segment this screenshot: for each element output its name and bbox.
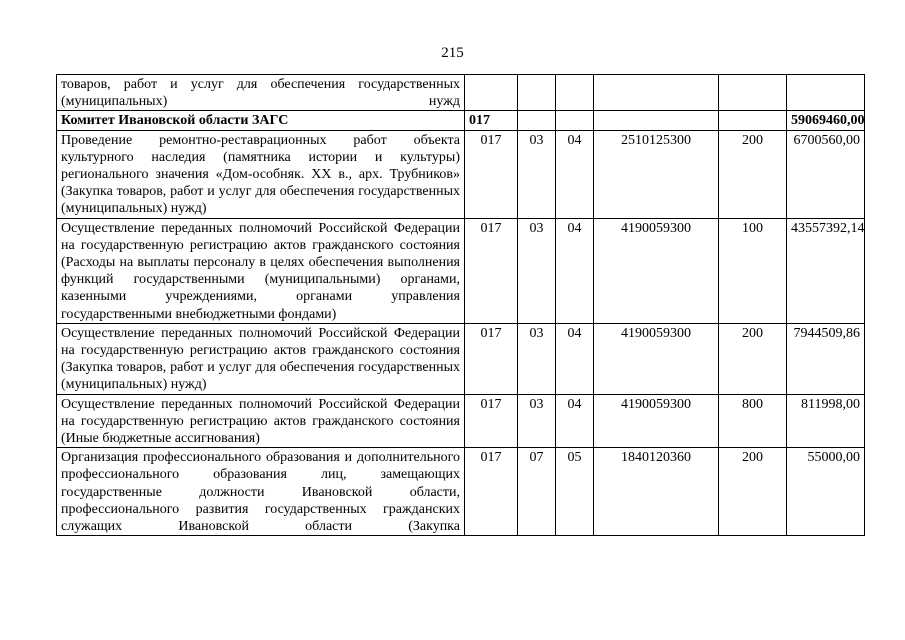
row-description: Осуществление переданных полномочий Российской Федерации на государственную регистрацию актов гражданского состояния (Расходы на выплаты персоналу в целях обеспечения выполнения функций государственными (муниципальными) органами, казенными учреждениями, органами управления государственными внебюджетными фондами) [57,218,465,323]
row-expense-type: 200 [719,323,787,394]
row-expense-type [719,75,787,111]
row-section-code [518,75,556,111]
row-ministry-code: 017 [465,323,518,394]
row-target-article: 4190059300 [594,218,719,323]
row-amount [787,75,865,111]
row-ministry-code: 017 [465,394,518,448]
row-target-article: 4190059300 [594,323,719,394]
row-target-article: 4190059300 [594,394,719,448]
row-expense-type: 800 [719,394,787,448]
row-section-code: 07 [518,448,556,536]
row-amount: 811998,00 [787,394,865,448]
row-amount: 55000,00 [787,448,865,536]
row-ministry-code: 017 [465,130,518,218]
row-target-article: 2510125300 [594,130,719,218]
table-row [57,323,865,394]
row-subsection-code [556,111,594,130]
row-subsection-code: 05 [556,448,594,536]
row-description: Организация профессионального образования и дополнительного профессионального образования лиц, замещающих государственные должности Ивановской области, профессионального развития государственных гражданских служащих Ивановской области (Закупка [57,448,465,536]
row-section-code: 03 [518,323,556,394]
row-description: Проведение ремонтно-реставрационных работ объекта культурного наследия (памятника истории и культуры) регионального значения «Дом-особняк. XX в., арх. Трубников» (Закупка товаров, работ и услуг для обеспечения государственных (муниципальных) нужд) [57,130,465,218]
table-row [57,448,865,536]
row-subsection-code: 04 [556,218,594,323]
row-target-article [594,75,719,111]
table-row [57,218,865,323]
row-expense-type: 100 [719,218,787,323]
row-amount: 6700560,00 [787,130,865,218]
row-expense-type: 200 [719,130,787,218]
row-subsection-code: 04 [556,394,594,448]
row-target-article: 1840120360 [594,448,719,536]
table-row [57,130,865,218]
budget-table [56,74,865,536]
table-row [57,111,865,130]
row-description: товаров, работ и услуг для обеспечения государственных (муниципальных) нужд [57,75,465,111]
table-row [57,75,865,111]
row-section-code: 03 [518,218,556,323]
row-description: Осуществление переданных полномочий Российской Федерации на государственную регистрацию актов гражданского состояния (Закупка товаров, работ и услуг для обеспечения государственных (муниципальных) нужд) [57,323,465,394]
row-description: Комитет Ивановской области ЗАГС [57,111,465,130]
row-target-article [594,111,719,130]
row-subsection-code: 04 [556,130,594,218]
row-expense-type: 200 [719,448,787,536]
row-description: Осуществление переданных полномочий Российской Федерации на государственную регистрацию актов гражданского состояния (Иные бюджетные ассигнования) [57,394,465,448]
row-expense-type [719,111,787,130]
row-amount: 43557392,14 [787,218,865,323]
table-row [57,394,865,448]
row-amount: 7944509,86 [787,323,865,394]
row-section-code: 03 [518,394,556,448]
row-section-code [518,111,556,130]
row-ministry-code: 017 [465,448,518,536]
page-number: 215 [441,45,464,61]
row-ministry-code [465,75,518,111]
row-subsection-code: 04 [556,323,594,394]
row-ministry-code: 017 [465,111,518,130]
budget-table-body [57,75,865,536]
row-section-code: 03 [518,130,556,218]
row-amount: 59069460,00 [787,111,865,130]
row-subsection-code [556,75,594,111]
row-ministry-code: 017 [465,218,518,323]
